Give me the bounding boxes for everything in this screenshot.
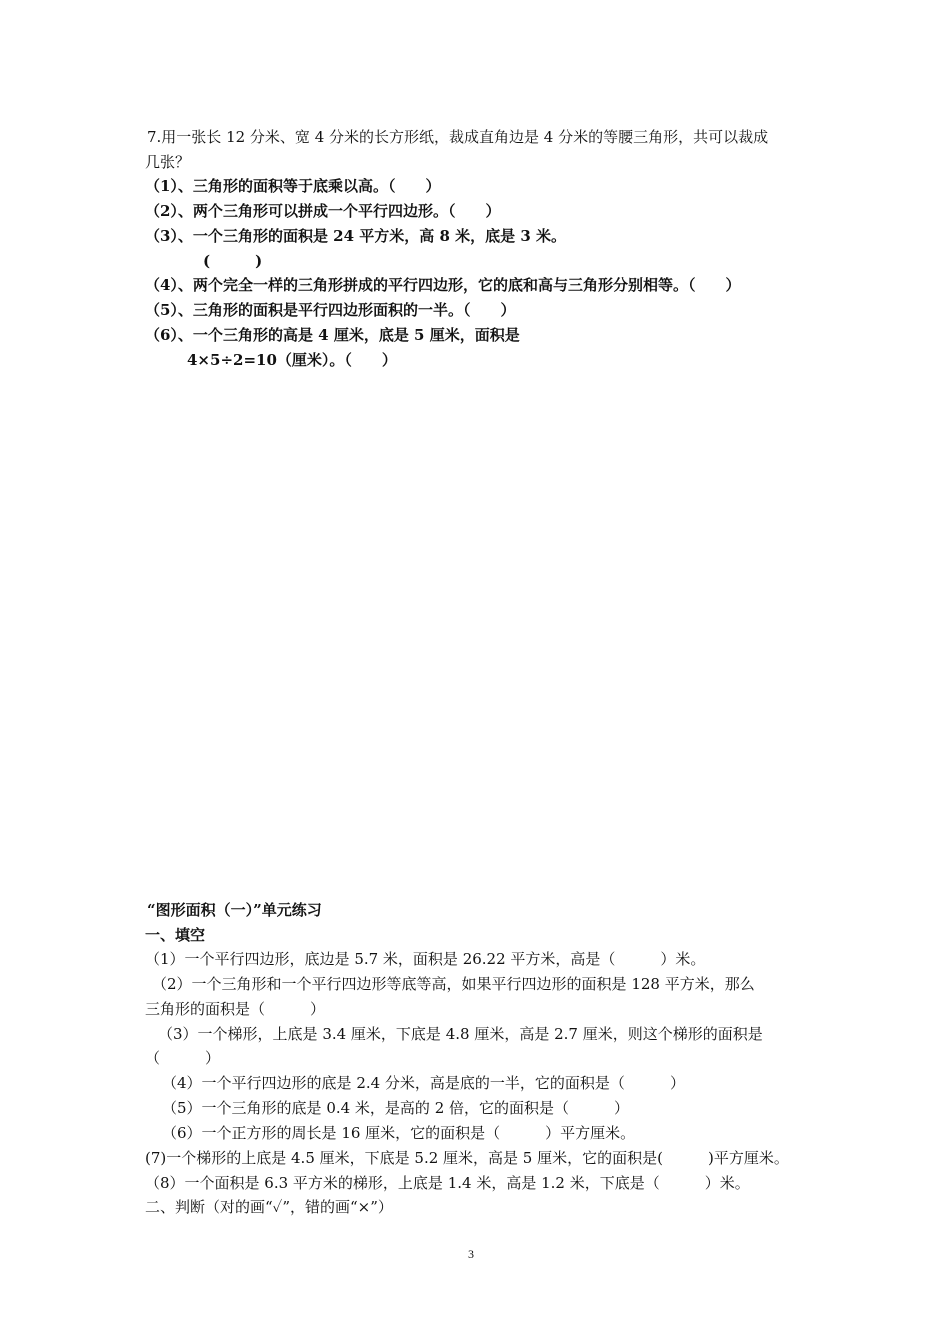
section-2-heading: 二、判断（对的画“✓”，错的画“×”） [145, 1198, 393, 1216]
unit-exercise-title: “图形面积（一）”单元练习 [147, 901, 322, 919]
fill-blank-1: （1）一个平行四边形，底边是 5.7 米，面积是 26.22 平方米，高是（ ）米。 [145, 950, 706, 968]
section-1-heading: 一、填空 [145, 926, 206, 944]
judgment-item-4: （4）、两个完全一样的三角形拼成的平行四边形，它的底和高与三角形分别相等。（ ） [145, 276, 741, 294]
problem-7-line-1: 7.用一张长 12 分米、宽 4 分米的长方形纸，裁成直角边是 4 分米的等腰三角形，共可以裁成 [147, 128, 769, 146]
judgment-item-6: （6）、一个三角形的高是 4 厘米，底是 5 厘米，面积是 [145, 326, 520, 344]
fill-blank-7: (7)一个梯形的上底是 4.5 厘米，下底是 5.2 厘米，高是 5 厘米，它的面积是( )平方厘米。 [145, 1149, 789, 1167]
fill-blank-4: （4）一个平行四边形的底是 2.4 分米，高是底的一半，它的面积是（ ） [162, 1074, 685, 1092]
judgment-item-5: （5）、三角形的面积是平行四边形面积的一半。（ ） [145, 301, 516, 319]
judgment-item-3-blank: ( ) [203, 252, 263, 270]
fill-blank-6: （6）一个正方形的周长是 16 厘米，它的面积是（ ）平方厘米。 [162, 1124, 636, 1142]
judgment-item-1: （1）、三角形的面积等于底乘以高。（ ） [145, 177, 441, 195]
fill-blank-8: （8）一个面积是 6.3 平方米的梯形，上底是 1.4 米，高是 1.2 米，下底是（ ）米。 [145, 1174, 750, 1192]
fill-blank-3: （3）一个梯形，上底是 3.4 厘米，下底是 4.8 厘米，高是 2.7 厘米，则这个梯形的面积是 [158, 1025, 763, 1043]
fill-blank-3-cont: （ ） [145, 1049, 221, 1067]
fill-blank-5: （5）一个三角形的底是 0.4 米，是高的 2 倍，它的面积是（ ） [162, 1099, 630, 1117]
problem-7-line-2: 几张？ [145, 153, 191, 171]
judgment-item-3: （3）、一个三角形的面积是 24 平方米，高 8 米，底是 3 米。 [145, 227, 567, 245]
fill-blank-2: （2）一个三角形和一个平行四边形等底等高，如果平行四边形的面积是 128 平方米，那么 [152, 975, 755, 993]
fill-blank-2-cont: 三角形的面积是（ ） [145, 1000, 326, 1018]
page-number: 3 [468, 1247, 474, 1261]
judgment-item-6-formula: 4×5÷2=10（厘米）。（ ） [187, 351, 397, 369]
judgment-item-2: （2）、两个三角形可以拼成一个平行四边形。（ ） [145, 202, 501, 220]
